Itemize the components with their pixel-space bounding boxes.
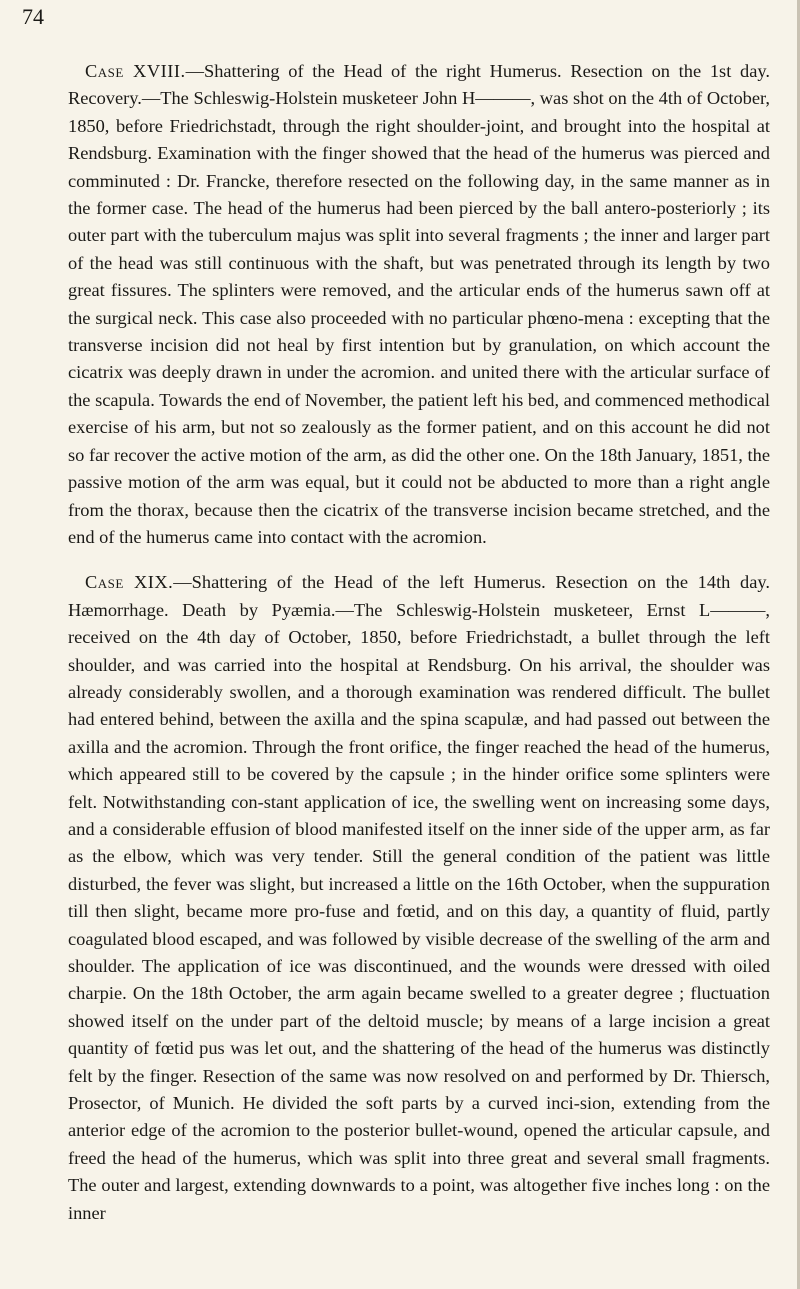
- page-body: [68, 58, 770, 1227]
- case-xviii-paragraph: [68, 58, 770, 551]
- paragraph-text: —Shattering of the Head of the right Humerus. Resection on the 1st day. Recovery.—The Schleswig-Holstein musketeer John H———, was shot on the 4th of October, 1850, before Friedrichstadt, through the right shoulder-joint, and brought into the hospital at Rendsburg. Examination with the finger showed that the head of the humerus was pierced and comminuted : Dr. Francke, therefore resected on the following day, in the same manner as in the former case. The head of the humerus had been pierced by the ball antero-posteriorly ; its outer part with the tuberculum majus was split into several fragments ; the inner and larger part of the head was still continuous with the shaft, but was penetrated through its length by two great fissures. The splinters were removed, and the articular ends of the humerus sawn off at the surgical neck. This case also proceeded with no particular phœno-mena : excepting that the transverse incision did not heal by first intention but by granulation, on which account the cicatrix was deeply drawn in under the acromion. and united there with the articular surface of the scapula. Towards the end of November, the patient left his bed, and commenced methodical exercise of his arm, but not so zealously as the former patient, and on this account he did not so far recover the active motion of the arm, as did the other one. On the 18th January, 1851, the passive motion of the arm was equal, but it could not be abducted to more than a right angle from the thorax, because then the cicatrix of the transverse incision became stretched, and the end of the humerus came into contact with the acromion.: [68, 61, 770, 547]
- paragraph-text: —Shattering of the Head of the left Humerus. Resection on the 14th day. Hæmorrhage. Death by Pyæmia.—The Schleswig-Holstein musketeer, Ernst L———, received on the 4th day of October, 1850, before Friedrichstadt, a bullet through the left shoulder, and was carried into the hospital at Rendsburg. On his arrival, the shoulder was already considerably swollen, and a thorough examination was rendered difficult. The bullet had entered behind, between the axilla and the spina scapulæ, and had passed out between the axilla and the acromion. Through the front orifice, the finger reached the head of the humerus, which appeared still to be covered by the capsule ; in the hinder orifice some splinters were felt. Notwithstanding con-stant application of ice, the swelling went on increasing some days, and a considerable effusion of blood manifested itself on the inner side of the upper arm, as far as the elbow, which was very tender. Still the general condition of the patient was little disturbed, the fever was slight, but increased a little on the 16th October, when the suppuration till then slight, became more pro-fuse and fœtid, and on this day, a quantity of fluid, partly coagulated blood escaped, and was followed by visible decrease of the swelling of the arm and shoulder. The application of ice was discontinued, and the wounds were dressed with oiled charpie. On the 18th October, the arm again became swelled to a greater degree ; fluctuation showed itself on the under part of the deltoid muscle; by means of a large incision a great quantity of fœtid pus was let out, and the shattering of the head of the humerus was distinctly felt by the finger. Resection of the same was now resolved on and performed by Dr. Thiersch, Prosector, of Munich. He divided the soft parts by a curved inci-sion, extending from the anterior edge of the acromion to the posterior bullet-wound, opened the articular capsule, and freed the head of the humerus, which was split into three great and several small fragments. The outer and largest, extending downwards to a point, was altogether five inches long : on the inner: [68, 572, 770, 1223]
- page-number: 74: [22, 4, 44, 29]
- case-xix-paragraph: [68, 569, 770, 1227]
- case-heading: Case XIX.: [85, 572, 174, 593]
- case-heading: Case XVIII.: [85, 61, 186, 81]
